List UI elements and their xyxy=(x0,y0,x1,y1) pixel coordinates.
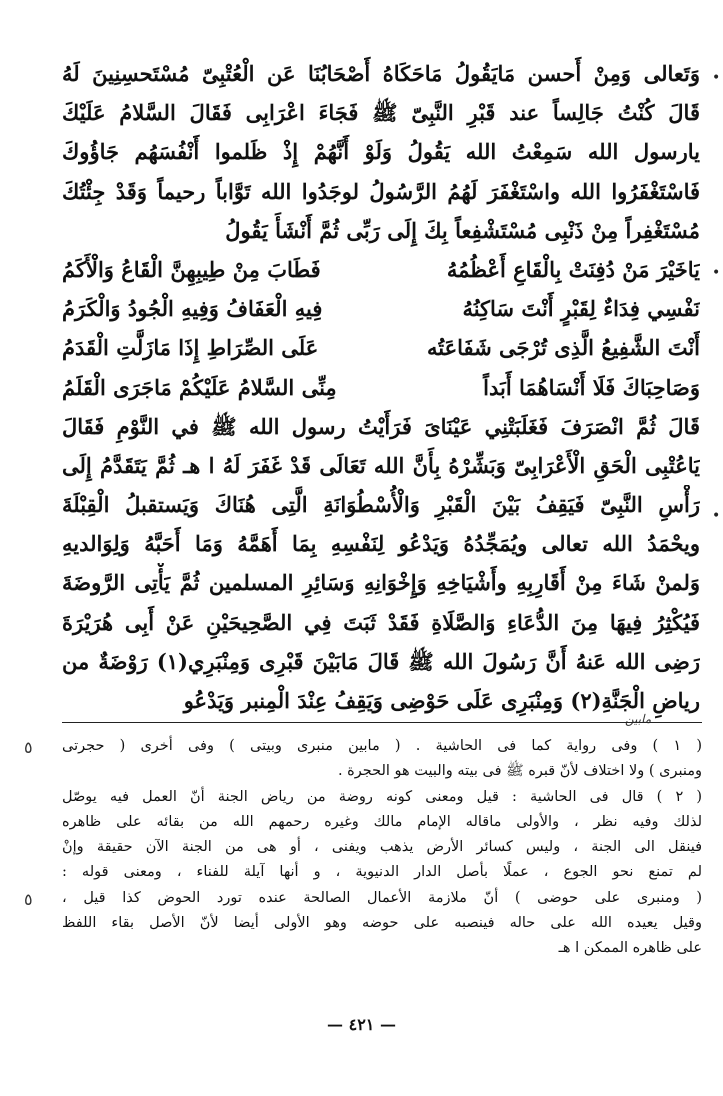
text-line: ويحْمَدُ الله تعالى ويُمَجِّدُهُ وَيَدْعُو لِنَفْسِهِ بِمَا أَهَمَّهُ وَمَا أَحَبَّهُ وَلِوَالديهِ xyxy=(62,531,700,557)
text-line: يارسول الله سَمِعْتُ الله يَقُولُ وَلَوْ أَنَّهُمْ إِذْ ظَلموا أَنْفُسَهُم جَاؤُوكَ xyxy=(62,139,700,165)
footnote-line: ( ومنبرى على حوضى ) أنّ ملازمة الأعمال الصالحة عنده تورد الحوض كذا قيل ، xyxy=(62,889,702,906)
footnote-line: ومنبرى ) ولا اختلاف لأنّ قبره ﷺ فى بيته والبيت هو الحجرة . xyxy=(337,763,702,780)
text-line: فَيُكْثِرُ فِيهَا مِنَ الدُّعَاءِ وَالصَّلَاةِ فَقَدْ ثَبَتَ فِي الصَّحِيحَيْنِ عَنْ أَبِى هُرَيْرَةَ xyxy=(62,609,700,635)
poem-verse xyxy=(62,328,700,367)
margin-number: ٥ xyxy=(24,890,33,909)
verse-second-hemistich: مِنِّى السَّلامُ عَلَيْكُمْ مَاجَرَى الْقَلَمُ xyxy=(62,374,337,400)
text-line: رياضِ الْجَنَّةِ(٢) وَمِنْبَرِى عَلَى حَوْضِى وَيَقِفُ عِنْدَ الْمِنبر وَيَدْعُو xyxy=(183,688,700,713)
footnote-line: لم تمنع نحو الجوع ، عملًا بأصل الدار الدنيوية ، و أنها آيلة للفناء ، ومعنى قوله : xyxy=(62,864,702,881)
verse-second-hemistich: فِيهِ الْعَفَافُ وَفِيهِ الْجُودُ وَالْكَرَمُ xyxy=(62,296,323,322)
footnote-divider xyxy=(62,722,702,723)
footnote-line: فينقل الى الجنة ، وليس كسائر الأرض يذهب ويفنى ، أو هى من الجنة الآن حقيقة وإنْ xyxy=(62,839,702,856)
poem-verse xyxy=(62,289,700,328)
margin-bullet: • xyxy=(712,265,721,281)
footnote-line: على ظاهره الممكن ا هـ xyxy=(558,940,702,957)
verse-first-hemistich: وَصَاحِبَاكَ فَلَا أَنْسَاهُمَا أَبَداً xyxy=(483,374,700,400)
footnote-line: وقيل يعيده الله على حاله فينصبه على حوضه وهو الأولى أيضا لأنّ الأصل بقاء اللفظ xyxy=(62,915,702,932)
text-line: فَاسْتَغْفَرُوا الله واسْتَغْفَرَ لَهُمُ الرَّسُولُ لوجَدُوا الله تَوَّاباً رحيماً وَقَدْ جِئْتُكَ xyxy=(62,178,700,204)
handwritten-annotation: مابين xyxy=(625,712,652,726)
margin-bullet: • xyxy=(712,70,721,86)
verse-second-hemistich: عَلَى الصِّرَاطِ إِذَا مَازَلَّتِ الْقَدَمُ xyxy=(62,335,319,361)
text-line: قَالَ كُنْتُ جَالِساً عند قَبْرِ النَّبِىّ ﷺ فَجَاءَ اعْرَابِى فَقَالَ السَّلامُ عَلَيْكَ xyxy=(62,100,700,126)
verse-first-hemistich: يَاخَيْرَ مَنْ دُفِنَتْ بِالْقَاعِ أَعْظُمُهُ xyxy=(446,256,700,282)
main-text xyxy=(62,54,700,720)
text-line: وَلمنْ شَاءَ مِنْ أَقَارِبِهِ وأَشْيَاخِهِ وَإِخْوَانِهِ وَسَائِرِ المسلمين ثُمَّ يَأْتِى الرَّوضَةَ xyxy=(62,570,700,596)
footnote-line: ( ١ ) وفى رواية كما فى الحاشية . ( مابين منبرى وبيتى ) وفى أخرى ( حجرتى xyxy=(62,738,702,754)
footnote-line: ( ٢ ) قال فى الحاشية : قيل ومعنى كونه روضة من رياض الجنة أنّ العمل فيه يوصّل xyxy=(62,788,702,805)
poem-verse xyxy=(62,368,700,407)
footnote-line: لذلك وفيه نظر ، والأولى ماقاله الإمام مالك وغيره رحمهم الله من بقائه على ظاهره xyxy=(62,813,702,830)
margin-bullet: • xyxy=(712,508,721,524)
verse-first-hemistich: أَنْتَ الشَّفِيعُ الَّذِى تُرْجَى شَفَاعَتُه xyxy=(427,335,700,361)
verse-first-hemistich: نَفْسِي فِدَاءٌ لِقَبْرٍ أَنْتَ سَاكِنُهُ xyxy=(462,296,700,322)
verse-second-hemistich: فَطَابَ مِنْ طِيبِهِنَّ الْقَاعُ وَالْأَكَمُ xyxy=(62,256,321,282)
text-line: مُسْتَغْفِراً مِنْ ذَنْبِى مُسْتَشْفِعاً بِكَ إِلَى رَبِّى ثُمَّ أَنْشَأَ يَقُولُ xyxy=(225,217,700,243)
text-line: رَضِى الله عَنهُ أَنَّ رَسُولَ الله ﷺ قَالَ مَابَيْنَ قَبْرِى وَمِنْبَرِي(١) رَوْضَةٌ من xyxy=(62,648,700,674)
page-number: — ٤٢١ — xyxy=(327,1015,396,1034)
poem-verse xyxy=(62,250,700,289)
margin-number: ٥ xyxy=(24,738,33,757)
text-line: وَتَعالى وَمِنْ أَحسن مَايَقُولُ مَاحَكَاهُ أَصْحَابُنَا عَن الْعُتْبِىّ مُسْتَحسِنِينَ لَهُ xyxy=(62,61,700,86)
text-line: يَاعُتْبِى الْحَقِ الْأَعْرَابِىّ وَبَشِّرْهُ بِأَنَّ الله تَعَالَى قَدْ غَفَرَ لَهُ ا هـ ثُمَّ يَتَقَدَّمُ إِلَى xyxy=(62,452,700,478)
text-line: قَالَ ثُمَّ انْصَرَفَ فَغَلَبَتْنِي عَيْنَاىَ فَرَأَيْتُ رسول الله ﷺ في النَّوْمِ فَقَالَ xyxy=(62,413,700,439)
text-line: رَأْسِ النَّبِىّ فَيَقِفُ بَيْنَ الْقَبْرِ وَالْأُسْطُوَانَةِ الَّتِى هُنَاكَ وَيَستقبلُ الْقِبْلَةَ xyxy=(62,492,700,518)
footnotes xyxy=(62,734,702,962)
